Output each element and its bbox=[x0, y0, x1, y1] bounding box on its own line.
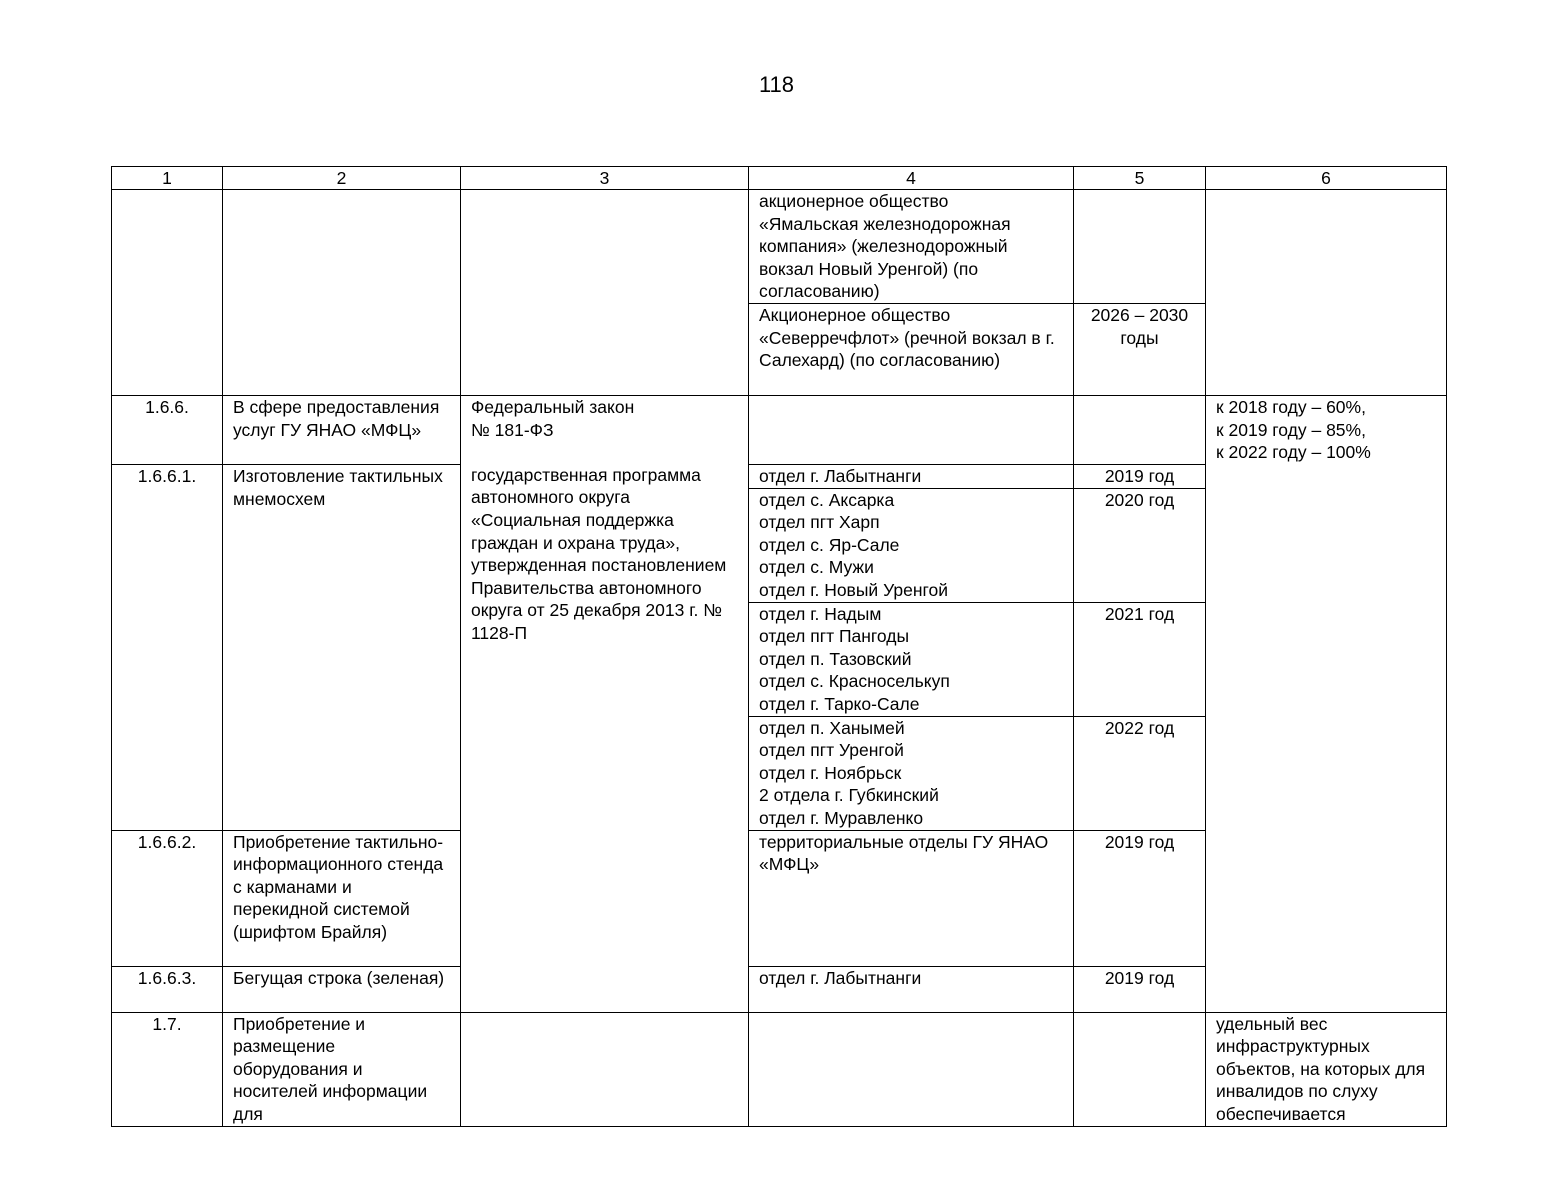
cell-executor: Акционерное общество «Северречфлот» (речной вокзал в г. Салехард) (по согласованию) bbox=[749, 303, 1074, 395]
cell-executor: отдел г. Лабытнанги bbox=[749, 966, 1074, 1012]
cell-term: 2019 год bbox=[1074, 830, 1206, 966]
cell-term bbox=[1074, 190, 1206, 304]
page-number: 118 bbox=[758, 72, 795, 97]
cell-term: 2026 – 2030 годы bbox=[1074, 303, 1206, 395]
cell-name bbox=[223, 190, 461, 396]
column-header: 5 bbox=[1074, 167, 1206, 190]
cell-number: 1.6.6.1. bbox=[112, 464, 223, 830]
cell-term: 2019 год bbox=[1074, 966, 1206, 1012]
cell-basis: Федеральный закон № 181-ФЗ государственная программа автономного округа «Социальная поддержка граждан и охрана труда», утвержденная постановлением Правительства автономного округа от 25 декабря 2013 г. № 1128-П bbox=[461, 395, 749, 1012]
column-header: 4 bbox=[749, 167, 1074, 190]
cell-executor: отдел п. Ханымей отдел пгт Уренгой отдел г. Ноябрьск 2 отдела г. Губкинский отдел г. Муравленко bbox=[749, 716, 1074, 830]
cell-term: 2019 год bbox=[1074, 464, 1206, 488]
cell-basis bbox=[461, 1012, 749, 1126]
cell-term: 2022 год bbox=[1074, 716, 1206, 830]
table-header-row bbox=[112, 167, 1447, 190]
cell-number: 1.6.6.3. bbox=[112, 966, 223, 1012]
cell-term bbox=[1074, 1012, 1206, 1126]
column-header: 1 bbox=[112, 167, 223, 190]
measures-table bbox=[111, 166, 1447, 1127]
cell-name: Бегущая строка (зеленая) bbox=[223, 966, 461, 1012]
column-header: 6 bbox=[1206, 167, 1447, 190]
table-row bbox=[112, 395, 1447, 464]
cell-basis bbox=[461, 190, 749, 396]
cell-name: В сфере предоставления услуг ГУ ЯНАО «МФЦ» bbox=[223, 395, 461, 464]
cell-name: Приобретение и размещение оборудования и носителей информации для bbox=[223, 1012, 461, 1126]
cell-executor: отдел г. Лабытнанги bbox=[749, 464, 1074, 488]
cell-indicator bbox=[1206, 190, 1447, 396]
cell-executor bbox=[749, 1012, 1074, 1126]
cell-term: 2020 год bbox=[1074, 488, 1206, 602]
cell-number: 1.6.6. bbox=[112, 395, 223, 464]
cell-indicator: к 2018 году – 60%, к 2019 году – 85%, к 2022 году – 100% bbox=[1206, 395, 1447, 1012]
cell-executor: территориальные отделы ГУ ЯНАО «МФЦ» bbox=[749, 830, 1074, 966]
cell-executor bbox=[749, 395, 1074, 464]
cell-term bbox=[1074, 395, 1206, 464]
cell-term: 2021 год bbox=[1074, 602, 1206, 716]
table-row bbox=[112, 190, 1447, 304]
cell-executor: отдел г. Надым отдел пгт Пангоды отдел п. Тазовский отдел с. Красноселькуп отдел г. Тарко-Сале bbox=[749, 602, 1074, 716]
column-header: 3 bbox=[461, 167, 749, 190]
cell-number: 1.7. bbox=[112, 1012, 223, 1126]
cell-name: Приобретение тактильно-информационного стенда с карманами и перекидной системой (шрифтом Брайля) bbox=[223, 830, 461, 966]
table-row bbox=[112, 1012, 1447, 1126]
cell-number: 1.6.6.2. bbox=[112, 830, 223, 966]
cell-number bbox=[112, 190, 223, 396]
cell-name: Изготовление тактильных мнемосхем bbox=[223, 464, 461, 830]
column-header: 2 bbox=[223, 167, 461, 190]
cell-executor: акционерное общество «Ямальская железнодорожная компания» (железнодорожный вокзал Новый Уренгой) (по согласованию) bbox=[749, 190, 1074, 304]
cell-executor: отдел с. Аксарка отдел пгт Харп отдел с. Яр-Сале отдел с. Мужи отдел г. Новый Уренгой bbox=[749, 488, 1074, 602]
cell-indicator: удельный вес инфраструктурных объектов, на которых для инвалидов по слуху обеспечивается bbox=[1206, 1012, 1447, 1126]
